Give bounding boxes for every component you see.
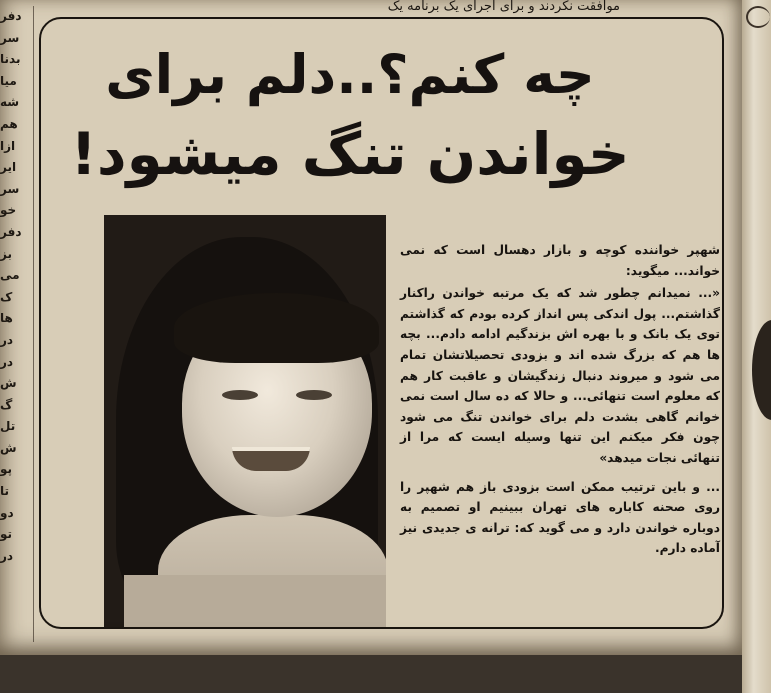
side-column-fragment: ازا [0,138,16,153]
side-column-fragment: سر [0,30,20,45]
side-column-fragment: تا [0,484,10,499]
adjacent-page-mark [746,6,770,28]
side-column-fragment: ایر [0,160,17,175]
side-column-text [0,6,30,646]
side-column-fragment: گ [0,397,13,412]
photo-eye-left [222,390,258,400]
side-column-fragment: تل [0,419,16,434]
photo-bangs [174,293,379,363]
side-column-fragment: ک [0,289,13,304]
side-column-fragment: شه [0,95,20,110]
article-body [400,240,720,567]
side-column-fragment: تو [0,527,13,542]
article-closing: ... و باین ترتیب ممکن است بزودی باز هم شهپر را روی صحنه کاباره های تهران ببینیم او تصمیم به دوباره خواندن دارد و می گوید که: ترانه ی جدیدی نیز آماده دارم. [400,479,720,556]
side-column-fragment: خو [0,203,17,218]
side-column-fragment: دو [0,505,14,520]
side-column-fragment: می [0,268,20,283]
photo-eye-right [296,390,332,400]
photo-shirt [124,575,386,627]
side-column-fragment: بدنا [0,52,21,67]
side-column-fragment: ها [0,311,13,326]
article-headline [60,36,640,194]
side-column-fragment: بز [0,246,12,261]
article-quote: «... نمیدانم چطور شد که یک مرتبه خواندن راکنار گذاشتم... پول اندکی پس انداز کرده بودم که گذاشتم توی یک بانک و با بهره اش بزندگیم ادامه دادم... بچه ها هم که بزرگ شده اند و بزودی تحصیلاتشان تمام می شود و میروند دنبال زندگیشان و عاقبت کار هم که معلوم است تنهائی... و حالا که ده سال است نمی خوانم گاهی بشدت دلم برای خواندن تنگ می شود چون فکر میکنم این تنها وسیله ایست که مرا از تنهائی نجات میدهد» [400,286,720,465]
adjacent-page-image [752,320,771,420]
photo-smile [232,447,310,471]
adjacent-page-edge [742,0,771,693]
article-intro: شهپر خواننده کوچه و بازار دهسال است که نمی خواند... میگوید: [400,243,720,278]
side-column-fragment: میا [0,73,17,88]
side-column-fragment: ش [0,376,17,391]
side-column-fragment: هم [0,116,18,131]
side-column-fragment: در [0,354,14,369]
top-text-strip: موافقت نکردند و برای اجرای یک برنامه یک [387,0,620,14]
side-column-fragment: در [0,548,14,563]
side-column-fragment: پو [0,462,13,477]
side-column-fragment: در [0,332,14,347]
column-divider [33,6,34,642]
headline-line-2: خواندن تنگ میشود! [70,120,630,188]
side-column-fragment: ش [0,440,17,455]
side-column-fragment: سر [0,181,20,196]
side-column-fragment: دفر [0,9,22,23]
side-column-fragment: دفر [0,224,22,239]
headline-line-1: چه کنم؟..دلم برای [105,43,595,106]
portrait-photo [104,215,386,627]
